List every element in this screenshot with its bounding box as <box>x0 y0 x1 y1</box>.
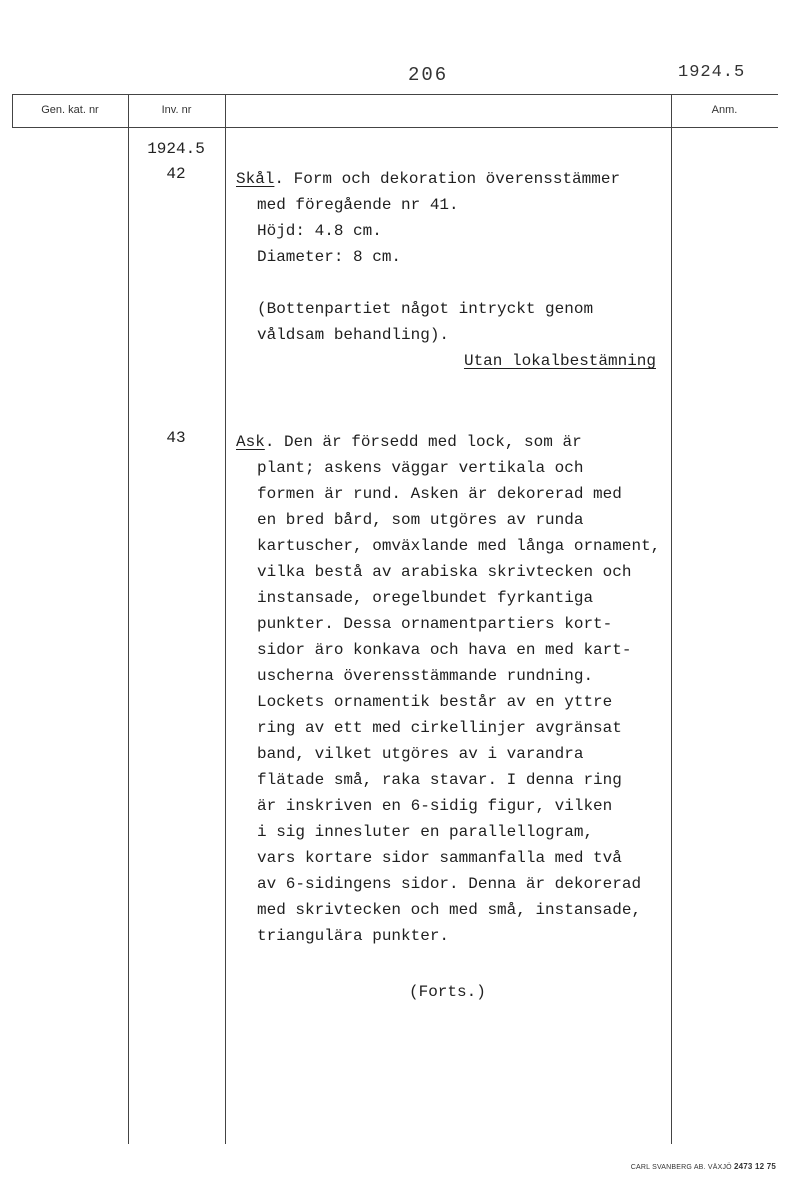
entry-line: en bred bård, som utgöres av runda <box>257 511 584 529</box>
entry-note-line: (Bottenpartiet något intryckt genom <box>257 300 594 318</box>
entry-line: formen är rund. Asken är dekorerad med <box>257 485 622 503</box>
entry-line: uscherna överensstämmande rundning. <box>257 667 594 685</box>
entry-ask <box>236 429 696 949</box>
entry-title: Ask <box>236 433 265 451</box>
entry-line: vars kortare sidor sammanfalla med två <box>257 849 622 867</box>
entry-note-line: våldsam behandling). <box>257 326 450 344</box>
entry-line: triangulära punkter. <box>257 927 450 945</box>
entry-line: sidor äro konkava och hava en med kart- <box>257 641 632 659</box>
form-number: 2473 12 75 <box>733 1162 776 1171</box>
page-number: 206 <box>408 64 449 86</box>
entry-line: instansade, oregelbundet fyrkantiga <box>257 589 594 607</box>
entry-line: . Form och dekoration överensstämmer <box>274 170 621 188</box>
entry-line: flätade små, raka stavar. I denna ring <box>257 771 622 789</box>
continued-note: (Forts.) <box>409 983 486 1001</box>
entry-line: med skrivtecken och med små, instansade, <box>257 901 642 919</box>
column-divider-1 <box>128 94 129 1144</box>
column-header-anm: Anm. <box>711 104 738 116</box>
entry-line: i sig innesluter en parallellogram, <box>257 823 594 841</box>
entry-line: plant; askens väggar vertikala och <box>257 459 584 477</box>
entry-line: ring av ett med cirkellinjer avgränsat <box>257 719 622 737</box>
entry-line: kartuscher, omväxlande med långa ornament, <box>257 537 661 555</box>
entry-line: punkter. Dessa ornamentpartiers kort- <box>257 615 613 633</box>
entry-line: vilka bestå av arabiska skrivtecken och <box>257 563 632 581</box>
entry-line: Lockets ornamentik består av en yttre <box>257 693 613 711</box>
entry-line: är inskriven en 6-sidig figur, vilken <box>257 797 613 815</box>
column-header-inv-nr: Inv. nr <box>161 104 192 116</box>
entry-line: av 6-sidingens sidor. Denna är dekorerad <box>257 875 642 893</box>
entry-line: med föregående nr 41. <box>257 196 459 214</box>
entry-line: . Den är försedd med lock, som är <box>264 433 582 451</box>
entry-line: Höjd: 4.8 cm. <box>257 222 382 240</box>
catalog-reference: 1924.5 <box>678 63 746 82</box>
table-top-rule <box>12 94 778 95</box>
series-number: 1924.5 <box>147 140 205 158</box>
header-bottom-rule <box>12 127 778 128</box>
entry-line: band, vilket utgöres av i varandra <box>257 745 584 763</box>
entry-title: Skål <box>236 170 275 188</box>
locality-note: Utan lokalbestämning <box>463 352 656 370</box>
inventory-number-43: 43 <box>166 429 186 447</box>
printer-imprint <box>631 1162 776 1171</box>
column-header-gen-kat-nr: Gen. kat. nr <box>41 104 99 116</box>
printer-name: CARL SVANBERG AB. VÄXJÖ <box>630 1164 732 1171</box>
entry-skal <box>236 166 656 374</box>
column-divider-2 <box>225 94 226 1144</box>
inventory-number-42: 42 <box>166 165 186 183</box>
entry-line: Diameter: 8 cm. <box>257 248 402 266</box>
